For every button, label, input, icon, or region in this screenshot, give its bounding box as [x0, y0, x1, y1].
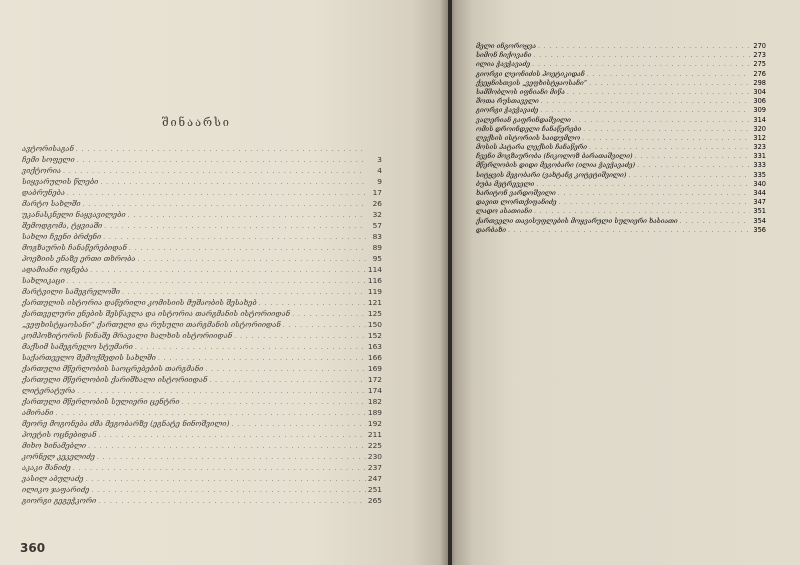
toc-entry-title: „ვეფხისტყაოსანი“ ქართული და რუსული თარგმანის ისტორიიდან [22, 320, 281, 329]
toc-entry-title: გიორგი ჭავჭავაძე [476, 106, 539, 115]
toc-entry-page: 276 [753, 69, 766, 78]
dot-leader [587, 70, 750, 79]
toc-entry-title: ავტორისაგან [22, 144, 74, 153]
toc-entry-page: 340 [753, 179, 766, 188]
toc-entry-title: კორნელ კეკელიძე [22, 452, 95, 461]
toc-entry [22, 396, 382, 407]
toc-entry [476, 134, 766, 143]
toc-entry-page: 172 [367, 375, 382, 384]
toc-entry-title: სამშობლოს იფნიანი მიწა [476, 87, 565, 96]
toc-entry [22, 176, 382, 187]
toc-entry [22, 198, 382, 209]
toc-entry [22, 253, 382, 264]
toc-entry [22, 143, 382, 154]
toc-entry [476, 79, 766, 88]
toc-entry-title: სახლი ჩვენი ბრძენი [22, 232, 102, 241]
toc-entry-page: 3 [377, 155, 382, 164]
dot-leader [104, 221, 366, 232]
toc-entry [476, 116, 766, 125]
contents-heading: შინაარსი [162, 116, 231, 129]
toc-entry-page: 247 [367, 474, 382, 483]
toc-entry-title: ვალერიან გაფრინდაშვილი [476, 115, 571, 124]
toc-entry-title: ბუბა მეტრეველი [476, 179, 535, 188]
toc-entry [22, 429, 382, 440]
dot-leader [589, 79, 750, 88]
toc-list-left [22, 143, 382, 506]
toc-entry [22, 242, 382, 253]
toc-entry [22, 231, 382, 242]
dot-leader [573, 116, 750, 125]
dot-leader [135, 342, 366, 353]
toc-entry [476, 161, 766, 170]
toc-entry [476, 42, 766, 51]
toc-entry-title: მიხო ხინამებლი [22, 441, 87, 450]
toc-entry-page: 306 [753, 97, 766, 106]
dot-leader [583, 125, 750, 134]
toc-entry-title: სახლიკაცი [22, 276, 65, 285]
toc-entry-title: ვიქტორია [22, 166, 61, 175]
toc-entry-page: 119 [367, 287, 382, 296]
toc-entry [22, 462, 382, 473]
toc-entry-title: მოსის პატარა ლექსის ჩანაწერი [476, 143, 588, 152]
toc-entry [22, 451, 382, 462]
toc-entry-page: 89 [372, 243, 382, 252]
toc-entry-title: მელი ინგოროყვა [476, 42, 536, 50]
toc-entry-title: ქვეყნისთვის „ვეფხისტყაოსანი“ [476, 78, 588, 87]
toc-entry-page: 152 [367, 331, 382, 340]
toc-entry-page: 304 [753, 87, 766, 96]
dot-leader [77, 155, 366, 166]
toc-entry [22, 407, 382, 418]
toc-entry-page: 169 [367, 364, 382, 373]
dot-leader [63, 166, 366, 177]
dot-leader [589, 143, 750, 152]
toc-entry-title: მეორე მოგონება ძმა მეგობარზე (ეგნატე ნინოშვილი) [22, 419, 230, 428]
toc-entry-title: დაბრუნება [22, 188, 65, 197]
toc-entry-page: 323 [753, 143, 766, 152]
toc-entry [476, 171, 766, 180]
toc-entry-page: 298 [753, 78, 766, 87]
toc-entry-title: მწერლობის დიდი მეგობარი (ილია ჭავჭავაძე) [476, 161, 636, 170]
toc-entry-title: ქართველი თავისუფლების მოყვარული სულიერი ხასიათი [476, 216, 678, 225]
toc-entry-page: 356 [753, 225, 766, 234]
toc-entry-title: პოეზიის ენაზე ერთი თხრობა [22, 254, 136, 263]
toc-entry-page: 121 [367, 298, 382, 307]
toc-entry-title: გიორგი გეგეჭკორი [22, 496, 97, 505]
toc-entry-title: სიყვარულის წლები [22, 177, 99, 186]
dot-leader [90, 265, 366, 276]
toc-entry-title: მოგზაურის ჩანაწერებიდან [22, 243, 127, 252]
toc-entry-title: დავით ლორთქიფანიძე [476, 198, 557, 207]
toc-entry [476, 60, 766, 69]
dot-leader [508, 226, 750, 235]
toc-entry-page: 32 [372, 210, 382, 219]
toc-entry [476, 125, 766, 134]
toc-entry [22, 308, 382, 319]
dot-leader [231, 419, 365, 430]
page-number: 360 [20, 541, 46, 555]
dot-leader [538, 42, 750, 51]
dot-leader [85, 474, 365, 485]
toc-entry [476, 198, 766, 207]
toc-entry [476, 88, 766, 97]
dot-leader [582, 134, 750, 143]
toc-entry-title: შემოდგომა, ტყვიაში [22, 221, 103, 230]
toc-entry [22, 220, 382, 231]
toc-entry-page: 335 [753, 170, 766, 179]
dot-leader [205, 364, 366, 375]
dot-leader [628, 171, 750, 180]
dot-leader [73, 463, 366, 474]
toc-entry-page: 17 [372, 188, 382, 197]
toc-entry-page: 351 [753, 207, 766, 216]
dot-leader [534, 207, 750, 216]
toc-entry [22, 495, 382, 506]
toc-entry-title: კომპოზიტორის წინაშე მრავალი ხალხის ისტორიიდან [22, 331, 233, 340]
dot-leader [635, 152, 750, 161]
dot-leader [558, 189, 750, 198]
toc-entry [22, 275, 382, 286]
toc-entry-page: 354 [753, 216, 766, 225]
toc-entry [22, 319, 382, 330]
toc-entry [476, 180, 766, 189]
toc-entry-title: ლექსის ისტორიის საიდუმლო [476, 133, 581, 142]
toc-entry-title: ქართული მწერლობის სულიერი ცენტრი [22, 397, 180, 406]
dot-leader [541, 97, 750, 106]
toc-entry [22, 352, 382, 363]
toc-entry [22, 484, 382, 495]
toc-entry [22, 165, 382, 176]
toc-entry-title: საქართველო შემოქმედის სახლში [22, 353, 156, 362]
toc-entry [476, 143, 766, 152]
toc-entry-page: 344 [753, 189, 766, 197]
toc-entry [22, 440, 382, 451]
toc-entry [22, 374, 382, 385]
toc-entry-page: 331 [753, 152, 766, 161]
dot-leader [98, 496, 366, 507]
toc-entry [476, 207, 766, 216]
toc-entry [22, 264, 382, 275]
toc-entry-page: 189 [367, 408, 382, 417]
toc-entry-title: ქართულის ისტორია დაწერილი კომისიის მუშაობის შესახებ [22, 298, 257, 307]
toc-entry-title: ვასილ აბულაძე [22, 474, 84, 483]
toc-entry-title: ლიტერატურა [22, 386, 76, 395]
toc-entry-title: ჩემი სოფელი [22, 155, 75, 164]
dot-leader [103, 232, 366, 243]
toc-entry-title: შოთა რუსთაველი [476, 97, 539, 106]
dot-leader [283, 320, 366, 331]
toc-entry-page: 4 [377, 166, 382, 175]
toc-entry [476, 106, 766, 115]
toc-entry-title: ადამიანი ოცნება [22, 265, 89, 274]
toc-entry [22, 341, 382, 352]
toc-entry-title: ქართველური ენების შესწავლა და ისტორია თარგმანის ისტორიიდან [22, 309, 291, 318]
toc-entry-page: 95 [372, 254, 382, 263]
toc-entry-page: 225 [367, 441, 382, 450]
dot-leader [97, 452, 366, 463]
toc-entry-title: მაქსიმ სამეგრელო სტუმარი [22, 342, 133, 351]
dot-leader [536, 180, 750, 189]
toc-entry-title: ლადო ასათიანი [476, 207, 532, 216]
toc-entry-page: 116 [367, 276, 382, 285]
toc-entry-page: 211 [367, 430, 382, 439]
toc-entry-title: დარბაზი [476, 225, 506, 234]
toc-entry [22, 385, 382, 396]
dot-leader [182, 397, 366, 408]
toc-entry-page: 312 [753, 133, 766, 142]
toc-entry-title: ილიკო ჯაფარიძე [22, 485, 90, 494]
toc-entry-title: ქართული მწერლობის ქარიშხალი ისტორიიდან [22, 375, 208, 384]
toc-entry-page: 230 [367, 452, 382, 461]
toc-entry-title: მარტო სახლში [22, 199, 81, 208]
toc-entry-page: 347 [753, 198, 766, 207]
toc-list-right [476, 42, 766, 235]
toc-entry [22, 209, 382, 220]
toc-entry-title: ამირანი [22, 408, 54, 417]
toc-entry [22, 286, 382, 297]
toc-entry-title: ხარიტონ ვარდოშვილი [476, 189, 556, 197]
toc-entry-title: სიმონ ჩიქოვანი [476, 51, 532, 60]
toc-entry-page: 174 [367, 386, 382, 395]
toc-entry-page: 314 [753, 115, 766, 124]
toc-entry-page: 150 [367, 320, 382, 329]
dot-leader [234, 331, 366, 342]
toc-entry-page: 265 [367, 496, 382, 505]
dot-leader [209, 375, 366, 386]
dot-leader [128, 210, 366, 221]
toc-entry-title: პოეტის ოცნებიდან [22, 430, 97, 439]
toc-entry [22, 154, 382, 165]
toc-entry-page: 237 [367, 463, 382, 472]
toc-entry-title: ომის დროინდელი ჩანაწერები [476, 124, 582, 133]
toc-entry-title: ილია ჭავჭავაძე [476, 60, 531, 69]
toc-entry-title: აკაკი შანიძე [22, 463, 71, 472]
dot-leader [76, 144, 366, 155]
toc-entry-title: უკანასკნელი ნაყვავილები [22, 210, 126, 219]
toc-entry-page: 320 [753, 124, 766, 133]
dot-leader [558, 198, 750, 207]
dot-leader [129, 243, 366, 254]
toc-entry-title: ჩვენი მოგზაურობა (ნიკოლოზ ბარათაშვილი) [476, 152, 633, 161]
toc-entry-page: 125 [367, 309, 382, 318]
dot-leader [91, 485, 366, 496]
toc-entry [476, 226, 766, 235]
toc-entry-page: 192 [367, 419, 382, 428]
toc-entry [22, 363, 382, 374]
dot-leader [88, 441, 366, 452]
dot-leader [532, 60, 750, 69]
toc-entry [476, 152, 766, 161]
book-gutter [440, 0, 456, 565]
toc-entry-title: ქართული მწერლობის საოცრებების თარგმანი [22, 364, 204, 373]
toc-entry [22, 187, 382, 198]
dot-leader [680, 217, 750, 226]
dot-leader [137, 254, 366, 265]
dot-leader [292, 309, 366, 320]
dot-leader [533, 51, 750, 60]
dot-leader [100, 177, 366, 188]
toc-entry-title: გიორგი ლეონიძის პოეტიკიდან [476, 69, 585, 78]
toc-entry [476, 97, 766, 106]
toc-entry-page: 275 [753, 60, 766, 69]
toc-entry-page: 166 [367, 353, 382, 362]
toc-entry-page: 309 [753, 106, 766, 115]
toc-entry [22, 473, 382, 484]
toc-entry-page: 9 [377, 177, 382, 186]
toc-entry [22, 418, 382, 429]
toc-entry [22, 297, 382, 308]
toc-entry [476, 70, 766, 79]
dot-leader [637, 161, 750, 170]
toc-entry-page: 333 [753, 161, 766, 170]
toc-entry-page: 251 [367, 485, 382, 494]
toc-entry [476, 51, 766, 60]
toc-entry-page: 270 [753, 42, 766, 50]
toc-entry-page: 83 [372, 232, 382, 241]
toc-entry-title: მარტვილი სამეგრელოში [22, 287, 120, 296]
toc-entry [22, 330, 382, 341]
toc-entry-page: 273 [753, 51, 766, 60]
dot-leader [98, 430, 366, 441]
dot-leader [67, 188, 366, 199]
dot-leader [540, 106, 750, 115]
toc-entry-page: 163 [367, 342, 382, 351]
toc-entry-page: 114 [367, 265, 382, 274]
toc-entry-title: სიტყვის მეგობარი (ვახტანგ კოტეტიშვილი) [476, 170, 627, 179]
toc-entry-page: 26 [372, 199, 382, 208]
toc-entry-page: 57 [372, 221, 382, 230]
dot-leader [567, 88, 750, 97]
toc-entry [476, 217, 766, 226]
toc-entry [476, 189, 766, 198]
toc-entry-page: 182 [367, 397, 382, 406]
